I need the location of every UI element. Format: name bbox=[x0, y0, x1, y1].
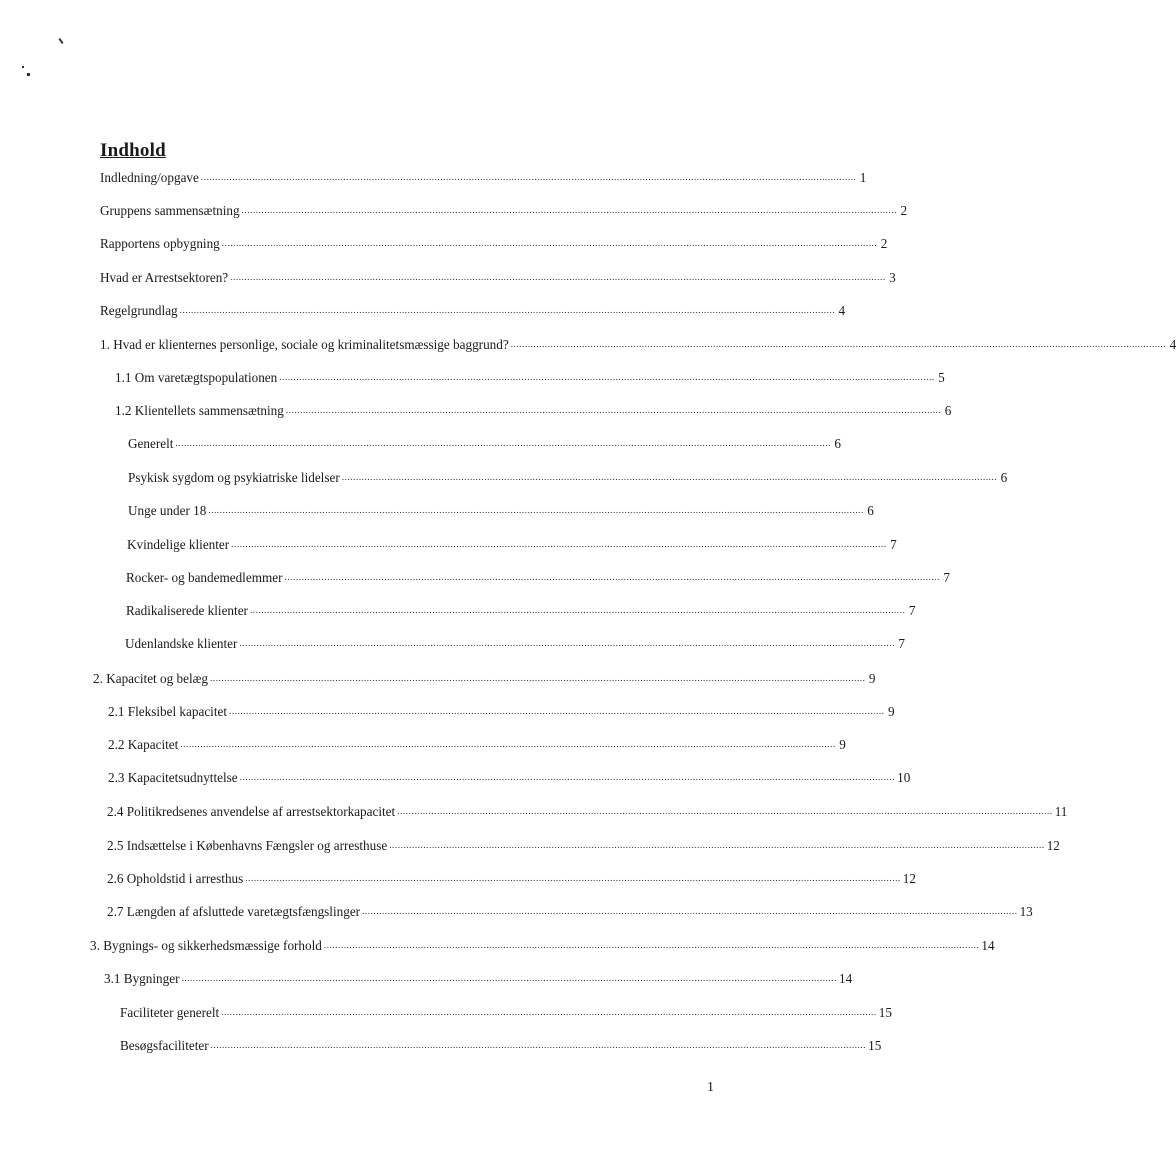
toc-entry-page: 1 bbox=[859, 170, 867, 185]
toc-entry[interactable] bbox=[104, 969, 853, 987]
dot-leader: ...................................................................................................................................................................................................................................... bbox=[179, 305, 836, 315]
toc-entry-label: 1.2 Klientellets sammensætning bbox=[115, 403, 284, 418]
toc-entry-page: 11 bbox=[1054, 804, 1068, 819]
scan-speck bbox=[27, 73, 30, 76]
toc-entry[interactable] bbox=[90, 936, 995, 954]
toc-entry-page: 5 bbox=[938, 370, 945, 385]
toc-entry-label: 2.3 Kapacitetsudnyttelse bbox=[108, 770, 238, 785]
toc-entry-page: 7 bbox=[943, 570, 950, 585]
toc-entry-page: 15 bbox=[868, 1038, 882, 1053]
dot-leader: ...................................................................................................................................................................................................................................... bbox=[239, 772, 896, 782]
dot-leader: ...................................................................................................................................................................................................................................... bbox=[221, 238, 878, 248]
toc-entry-page: 7 bbox=[890, 537, 897, 552]
toc-entry-label: Besøgsfaciliteter bbox=[120, 1038, 209, 1053]
toc-entry-label: 2.2 Kapacitet bbox=[108, 737, 179, 752]
toc-entry[interactable] bbox=[93, 669, 876, 687]
toc-entry-label: Regelgrundlag bbox=[100, 303, 178, 318]
dot-leader: ...................................................................................................................................................................................................................................... bbox=[210, 673, 866, 683]
toc-entry-label: Gruppens sammensætning bbox=[100, 203, 240, 218]
dot-leader: ...................................................................................................................................................................................................................................... bbox=[181, 973, 837, 983]
toc-entry[interactable] bbox=[126, 601, 916, 619]
dot-leader: ...................................................................................................................................................................................................................................... bbox=[323, 940, 980, 950]
toc-entry-page: 13 bbox=[1019, 904, 1033, 919]
dot-leader: ...................................................................................................................................................................................................................................... bbox=[389, 840, 1045, 850]
dot-leader: ...................................................................................................................................................................................................................................... bbox=[397, 806, 1053, 816]
toc-entry-page: 4 bbox=[1169, 337, 1176, 352]
toc-entry[interactable] bbox=[128, 468, 1008, 486]
toc-entry-page: 4 bbox=[838, 303, 846, 318]
toc-entry-page: 9 bbox=[868, 671, 876, 686]
toc-entry-label: Rapportens opbygning bbox=[100, 236, 220, 251]
dot-leader: ...................................................................................................................................................................................................................................... bbox=[229, 706, 885, 716]
scan-speck bbox=[22, 66, 24, 68]
toc-entry-page: 14 bbox=[838, 971, 853, 986]
toc-entry[interactable] bbox=[100, 234, 888, 252]
toc-entry[interactable] bbox=[127, 535, 897, 553]
toc-entry-label: 2.5 Indsættelse i Københavns Fængsler og arresthuse bbox=[107, 838, 388, 853]
toc-entry[interactable] bbox=[107, 802, 1068, 820]
toc-entry[interactable] bbox=[100, 168, 867, 186]
page-number: 1 bbox=[707, 1080, 714, 1095]
dot-leader: ...................................................................................................................................................................................................................................... bbox=[341, 472, 998, 482]
dot-leader: ...................................................................................................................................................................................................................................... bbox=[175, 438, 831, 448]
toc-entry-page: 9 bbox=[839, 737, 846, 752]
dot-leader: ...................................................................................................................................................................................................................................... bbox=[279, 372, 935, 382]
toc-entry-label: Rocker- og bandemedlemmer bbox=[126, 570, 283, 585]
toc-entry[interactable] bbox=[108, 768, 911, 786]
dot-leader: ...................................................................................................................................................................................................................................... bbox=[180, 739, 836, 749]
scan-speck bbox=[58, 38, 63, 44]
toc-entry-label: Hvad er Arrestsektoren? bbox=[100, 270, 229, 285]
dot-leader: ...................................................................................................................................................................................................................................... bbox=[200, 172, 857, 182]
toc-entry-label: Radikaliserede klienter bbox=[126, 603, 248, 618]
toc-entry-label: Unge under 18 bbox=[128, 503, 207, 518]
toc-entry[interactable] bbox=[107, 869, 916, 887]
toc-entry[interactable] bbox=[128, 501, 874, 519]
dot-leader: ...................................................................................................................................................................................................................................... bbox=[208, 505, 864, 515]
toc-entry-label: 2. Kapacitet og belæg bbox=[93, 671, 208, 686]
dot-leader: ...................................................................................................................................................................................................................................... bbox=[231, 539, 887, 549]
toc-entry[interactable] bbox=[120, 1036, 882, 1054]
toc-entry-page: 6 bbox=[834, 436, 841, 451]
toc-entry-page: 14 bbox=[981, 938, 995, 953]
toc-entry-label: Kvindelige klienter bbox=[127, 537, 230, 552]
toc-entry-page: 6 bbox=[1000, 470, 1008, 485]
toc-entry[interactable] bbox=[100, 335, 1176, 353]
toc-entry-page: 7 bbox=[908, 603, 916, 618]
toc-entry-label: Generelt bbox=[128, 436, 174, 451]
toc-entry[interactable] bbox=[100, 268, 896, 286]
dot-leader: ...................................................................................................................................................................................................................................... bbox=[510, 339, 1167, 349]
toc-entry-page: 6 bbox=[867, 503, 874, 518]
toc-entry-page: 10 bbox=[897, 770, 911, 785]
dot-leader: ...................................................................................................................................................................................................................................... bbox=[239, 638, 895, 648]
toc-entry-page: 2 bbox=[880, 236, 888, 251]
dot-leader: ...................................................................................................................................................................................................................................... bbox=[230, 272, 886, 282]
toc-entry[interactable] bbox=[107, 902, 1033, 920]
toc-entry[interactable] bbox=[100, 201, 908, 219]
toc-entry-label: 3.1 Bygninger bbox=[104, 971, 180, 986]
toc-entry-label: 2.6 Opholdstid i arresthus bbox=[107, 871, 244, 886]
toc-entry-label: 2.7 Længden af afsluttede varetægtsfængslinger bbox=[107, 904, 361, 919]
toc-entry-label: 2.1 Fleksibel kapacitet bbox=[108, 704, 228, 719]
toc-entry-page: 12 bbox=[1046, 838, 1060, 853]
toc-entry-page: 9 bbox=[887, 704, 895, 719]
toc-entry[interactable] bbox=[115, 368, 945, 386]
toc-entry[interactable] bbox=[107, 836, 1060, 854]
toc-entry-page: 2 bbox=[900, 203, 908, 218]
dot-leader: ...................................................................................................................................................................................................................................... bbox=[362, 906, 1018, 916]
toc-entry-label: 1. Hvad er klienternes personlige, sociale og kriminalitetsmæssige baggrund? bbox=[100, 337, 509, 352]
toc-entry-label: Psykisk sygdom og psykiatriske lidelser bbox=[128, 470, 340, 485]
toc-entry-label: 1.1 Om varetægtspopulationen bbox=[115, 370, 278, 385]
dot-leader: ...................................................................................................................................................................................................................................... bbox=[284, 572, 940, 582]
toc-heading: Indhold bbox=[100, 140, 166, 161]
toc-entry[interactable] bbox=[126, 568, 950, 586]
dot-leader: ...................................................................................................................................................................................................................................... bbox=[249, 605, 906, 615]
toc-entry-label: Indledning/opgave bbox=[100, 170, 199, 185]
toc-entry-label: Faciliteter generelt bbox=[120, 1005, 220, 1020]
toc-entry-page: 3 bbox=[889, 270, 896, 285]
toc-entry-page: 7 bbox=[898, 636, 905, 651]
dot-leader: ...................................................................................................................................................................................................................................... bbox=[285, 405, 942, 415]
toc-entry-label: 2.4 Politikredsenes anvendelse af arrestsektorkapacitet bbox=[107, 804, 396, 819]
toc-entry[interactable] bbox=[108, 702, 895, 720]
toc-entry-label: 3. Bygnings- og sikkerhedsmæssige forhold bbox=[90, 938, 322, 953]
toc-entry[interactable] bbox=[120, 1003, 892, 1021]
toc-entry[interactable] bbox=[115, 401, 952, 419]
toc-entry[interactable] bbox=[125, 634, 905, 652]
dot-leader: ...................................................................................................................................................................................................................................... bbox=[210, 1040, 867, 1050]
toc-entry[interactable] bbox=[128, 434, 841, 452]
toc-entry[interactable] bbox=[108, 735, 846, 753]
toc-entry-page: 6 bbox=[944, 403, 952, 418]
dot-leader: ...................................................................................................................................................................................................................................... bbox=[221, 1007, 877, 1017]
toc-entry-page: 15 bbox=[878, 1005, 892, 1020]
toc-entry-page: 12 bbox=[902, 871, 916, 886]
toc-entry[interactable] bbox=[100, 301, 846, 319]
dot-leader: ...................................................................................................................................................................................................................................... bbox=[241, 205, 898, 215]
toc-entry-label: Udenlandske klienter bbox=[125, 636, 238, 651]
dot-leader: ...................................................................................................................................................................................................................................... bbox=[245, 873, 901, 883]
